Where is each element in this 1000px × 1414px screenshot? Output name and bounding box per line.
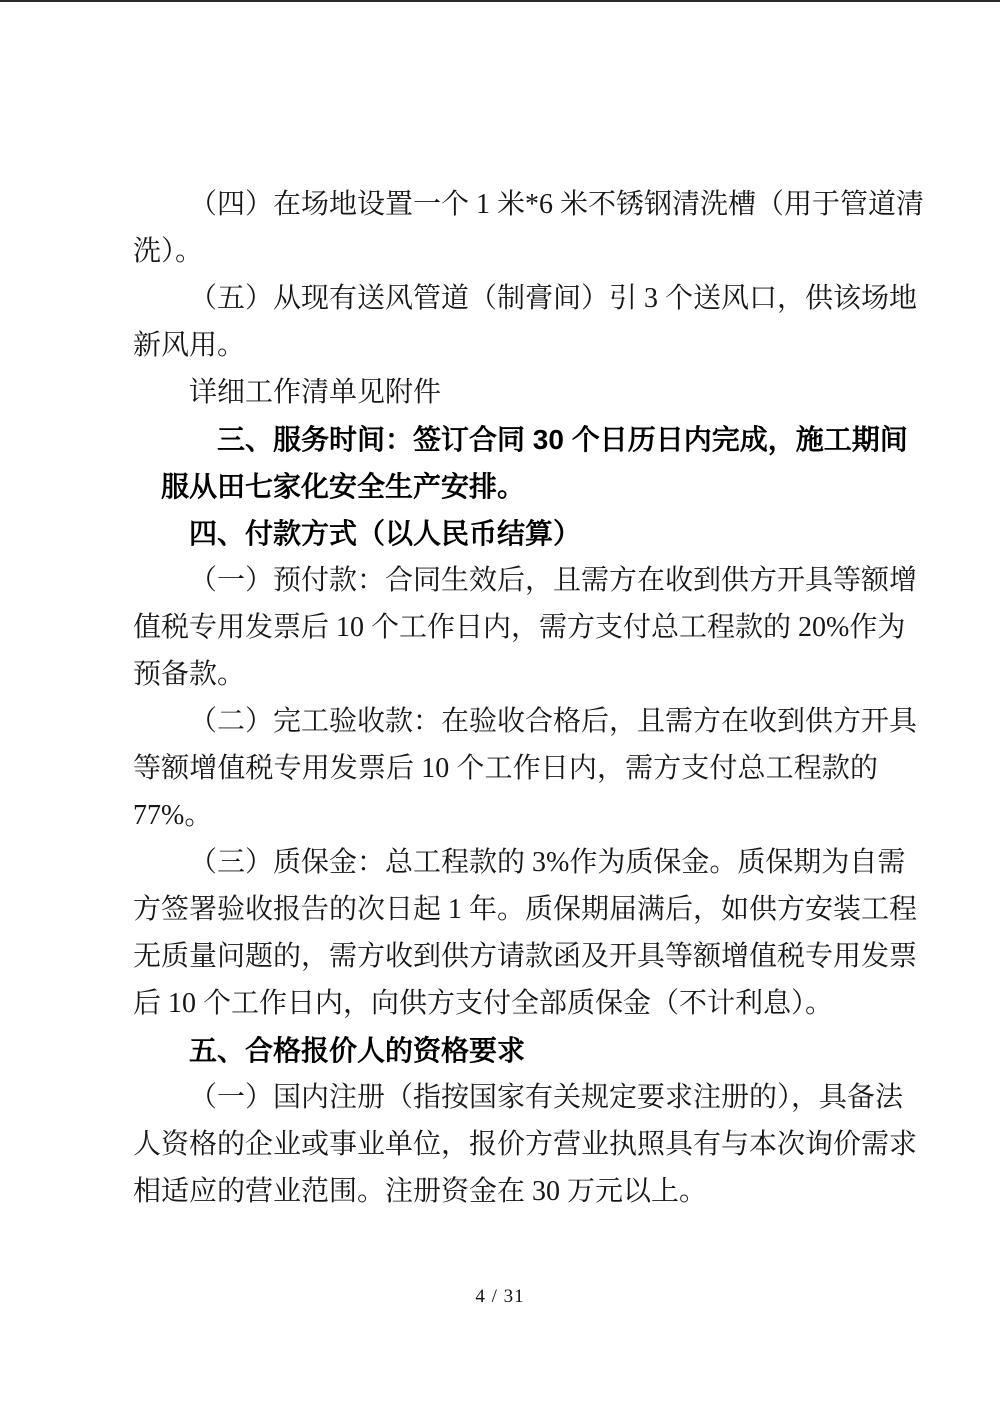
text-line: 五、合格报价人的资格要求 (189, 1035, 526, 1066)
text-line: （二）完工验收款：在验收合格后，且需方在收到供方开具 (189, 706, 918, 737)
text-line: 后 10 个工作日内，向供方支付全部质保金（不计利息）。 (133, 988, 834, 1019)
paragraph (133, 698, 918, 839)
text-line: （四）在场地设置一个 1 米*6 米不锈钢清洗槽（用于管道清 (189, 189, 925, 220)
text-line: 77%。 (133, 800, 213, 831)
text-line: 相适应的营业范围。注册资金在 30 万元以上。 (133, 1176, 708, 1207)
text-line: 值税专用发票后 10 个工作日内，需方支付总工程款的 20%作为 (133, 612, 906, 643)
text-line: （五）从现有送风管道（制膏间）引 3 个送风口，供该场地 (189, 283, 918, 314)
section-heading (133, 1027, 878, 1074)
text-line: 方签署验收报告的次日起 1 年。质保期届满后，如供方安装工程 (133, 894, 918, 925)
page-top-edge (0, 0, 1000, 2)
paragraph (133, 275, 918, 369)
paragraph (133, 369, 878, 416)
text-line: 洗）。 (133, 236, 204, 267)
section-heading (133, 510, 878, 557)
text-line: 预备款。 (133, 659, 246, 690)
paragraph (133, 839, 918, 1027)
page-footer (0, 1286, 1000, 1308)
paragraph (133, 181, 925, 275)
paragraph (133, 1074, 918, 1215)
text-line: 新风用。 (133, 330, 246, 361)
text-line: （三）质保金：总工程款的 3%作为质保金。质保期为自需 (189, 847, 906, 878)
document-body (133, 181, 925, 1215)
text-line: （一）预付款：合同生效后，且需方在收到供方开具等额增 (189, 565, 918, 596)
page-number: 4 / 31 (475, 1286, 525, 1307)
text-line: 人资格的企业或事业单位，报价方营业执照具有与本次询价需求 (133, 1129, 918, 1160)
section-heading (161, 416, 908, 510)
paragraph (133, 557, 918, 698)
text-line: 四、付款方式（以人民币结算） (189, 518, 582, 549)
text-line: （一）国内注册（指按国家有关规定要求注册的），具备法 (189, 1082, 904, 1113)
text-line: 详细工作清单见附件 (189, 377, 442, 408)
text-line: 等额增值税专用发票后 10 个工作日内，需方支付总工程款的 (133, 753, 878, 784)
text-line: 服从田七家化安全生产安排。 (161, 471, 526, 502)
text-line: 三、服务时间：签订合同 30 个日历日内完成，施工期间 (217, 424, 908, 455)
text-line: 无质量问题的，需方收到供方请款函及开具等额增值税专用发票 (133, 941, 918, 972)
